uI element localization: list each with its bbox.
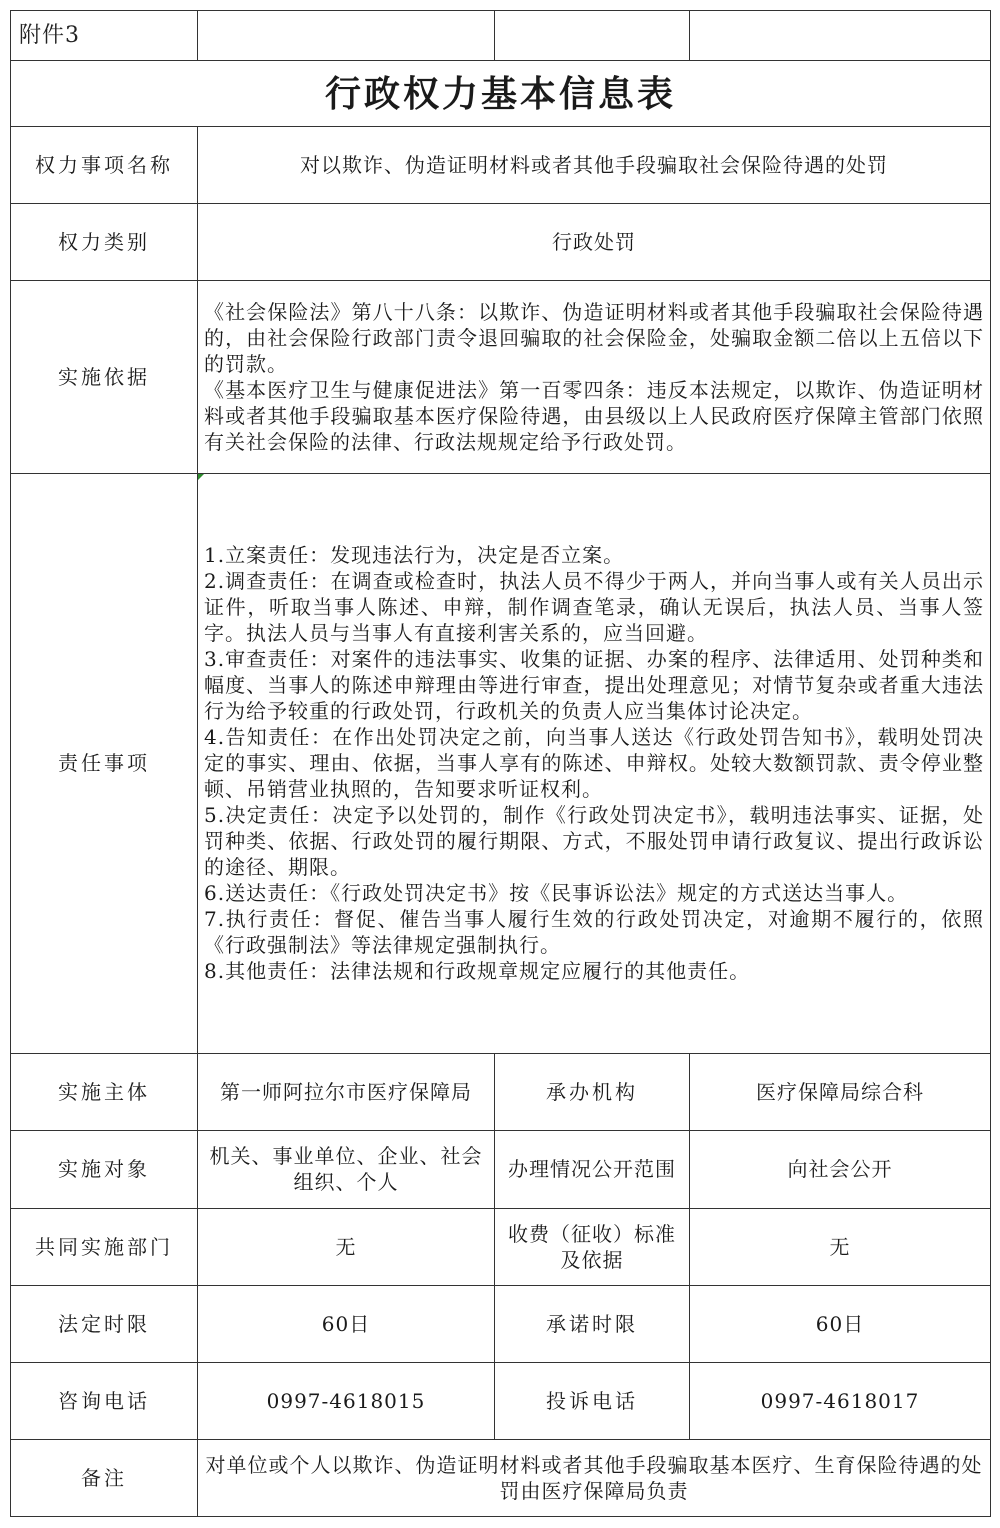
complaint-phone-label: 投诉电话 (495, 1362, 690, 1439)
basis-paragraph: 《社会保险法》第八十八条：以欺诈、伪造证明材料或者其他手段骗取社会保险待遇的，由社会保险行政部门责令退回骗取的社会保险金，处骗取金额二倍以上五倍以下的罚款。 (204, 299, 984, 376)
legal-time-limit-value: 60日 (198, 1285, 495, 1362)
handling-agency-value: 医疗保障局综合科 (690, 1054, 991, 1131)
implementing-body-label: 实施主体 (11, 1054, 198, 1131)
responsibility-item: 3.审查责任：对案件的违法事实、收集的证据、办案的程序、法律适用、处罚种类和幅度、当事人的陈述申辩理由等进行审查，提出处理意见；对情节复杂或者重大违法行为给予较重的行政处罚，行政机关的负责人应当集体讨论决定。 (204, 647, 984, 724)
attachment-label: 附件3 (11, 11, 198, 61)
responsibility-item: 6.送达责任：《行政处罚决定书》按《民事诉讼法》规定的方式送达当事人。 (204, 881, 909, 906)
handling-agency-label: 承办机构 (495, 1054, 690, 1131)
responsibilities-content (198, 473, 991, 1054)
consult-phone-value: 0997-4618015 (198, 1362, 495, 1439)
consult-phone-label: 咨询电话 (11, 1362, 198, 1439)
target-label: 实施对象 (11, 1131, 198, 1208)
empty-cell (690, 11, 991, 61)
fee-standard-label: 收费（征收）标准及依据 (495, 1208, 690, 1285)
joint-departments-value: 无 (198, 1208, 495, 1285)
responsibility-item: 7.执行责任：督促、催告当事人履行生效的行政处罚决定，对逾期不履行的，依照《行政强制法》等法律规定强制执行。 (204, 907, 984, 958)
legal-time-limit-label: 法定时限 (11, 1285, 198, 1362)
empty-cell (198, 11, 495, 61)
basis-label: 实施依据 (11, 281, 198, 473)
power-name-label: 权力事项名称 (11, 127, 198, 204)
power-name-value: 对以欺诈、伪造证明材料或者其他手段骗取社会保险待遇的处罚 (198, 127, 991, 204)
basis-paragraph: 《基本医疗卫生与健康促进法》第一百零四条：违反本法规定，以欺诈、伪造证明材料或者其他手段骗取基本医疗保险待遇，由县级以上人民政府医疗保障主管部门依照有关社会保险的法律、行政法规规定给予行政处罚。 (204, 377, 984, 454)
empty-cell (495, 11, 690, 61)
remarks-label: 备注 (11, 1439, 198, 1516)
disclosure-scope-label: 办理情况公开范围 (495, 1131, 690, 1208)
promised-time-limit-value: 60日 (690, 1285, 991, 1362)
basis-content (198, 281, 991, 473)
table-title: 行政权力基本信息表 (11, 61, 991, 127)
cell-comment-marker (198, 474, 204, 480)
responsibilities-label: 责任事项 (11, 473, 198, 1054)
info-table (10, 10, 991, 1517)
responsibility-item: 8.其他责任：法律法规和行政规章规定应履行的其他责任。 (204, 959, 751, 984)
responsibility-item: 2.调查责任：在调查或检查时，执法人员不得少于两人，并向当事人或有关人员出示证件，听取当事人陈述、申辩，制作调查笔录，确认无误后，执法人员、当事人签字。执法人员与当事人有直接利害关系的，应当回避。 (204, 569, 984, 646)
remarks-value: 对单位或个人以欺诈、伪造证明材料或者其他手段骗取基本医疗、生育保险待遇的处罚由医疗保障局负责 (198, 1439, 991, 1516)
responsibility-item: 5.决定责任：决定予以处罚的，制作《行政处罚决定书》，载明违法事实、证据，处罚种类、依据、行政处罚的履行期限、方式，不服处罚申请行政复议、提出行政诉讼的途径、期限。 (204, 803, 984, 880)
implementing-body-value: 第一师阿拉尔市医疗保障局 (198, 1054, 495, 1131)
fee-standard-value: 无 (690, 1208, 991, 1285)
complaint-phone-value: 0997-4618017 (690, 1362, 991, 1439)
power-category-value: 行政处罚 (198, 204, 991, 281)
promised-time-limit-label: 承诺时限 (495, 1285, 690, 1362)
responsibility-item: 4.告知责任：在作出处罚决定之前，向当事人送达《行政处罚告知书》，载明处罚决定的事实、理由、依据，当事人享有的陈述、申辩权。处较大数额罚款、责令停业整顿、吊销营业执照的，告知要求听证权利。 (204, 725, 984, 802)
joint-departments-label: 共同实施部门 (11, 1208, 198, 1285)
target-value: 机关、事业单位、企业、社会组织、个人 (198, 1131, 495, 1208)
disclosure-scope-value: 向社会公开 (690, 1131, 991, 1208)
responsibility-item: 1.立案责任：发现违法行为，决定是否立案。 (204, 543, 625, 568)
power-category-label: 权力类别 (11, 204, 198, 281)
